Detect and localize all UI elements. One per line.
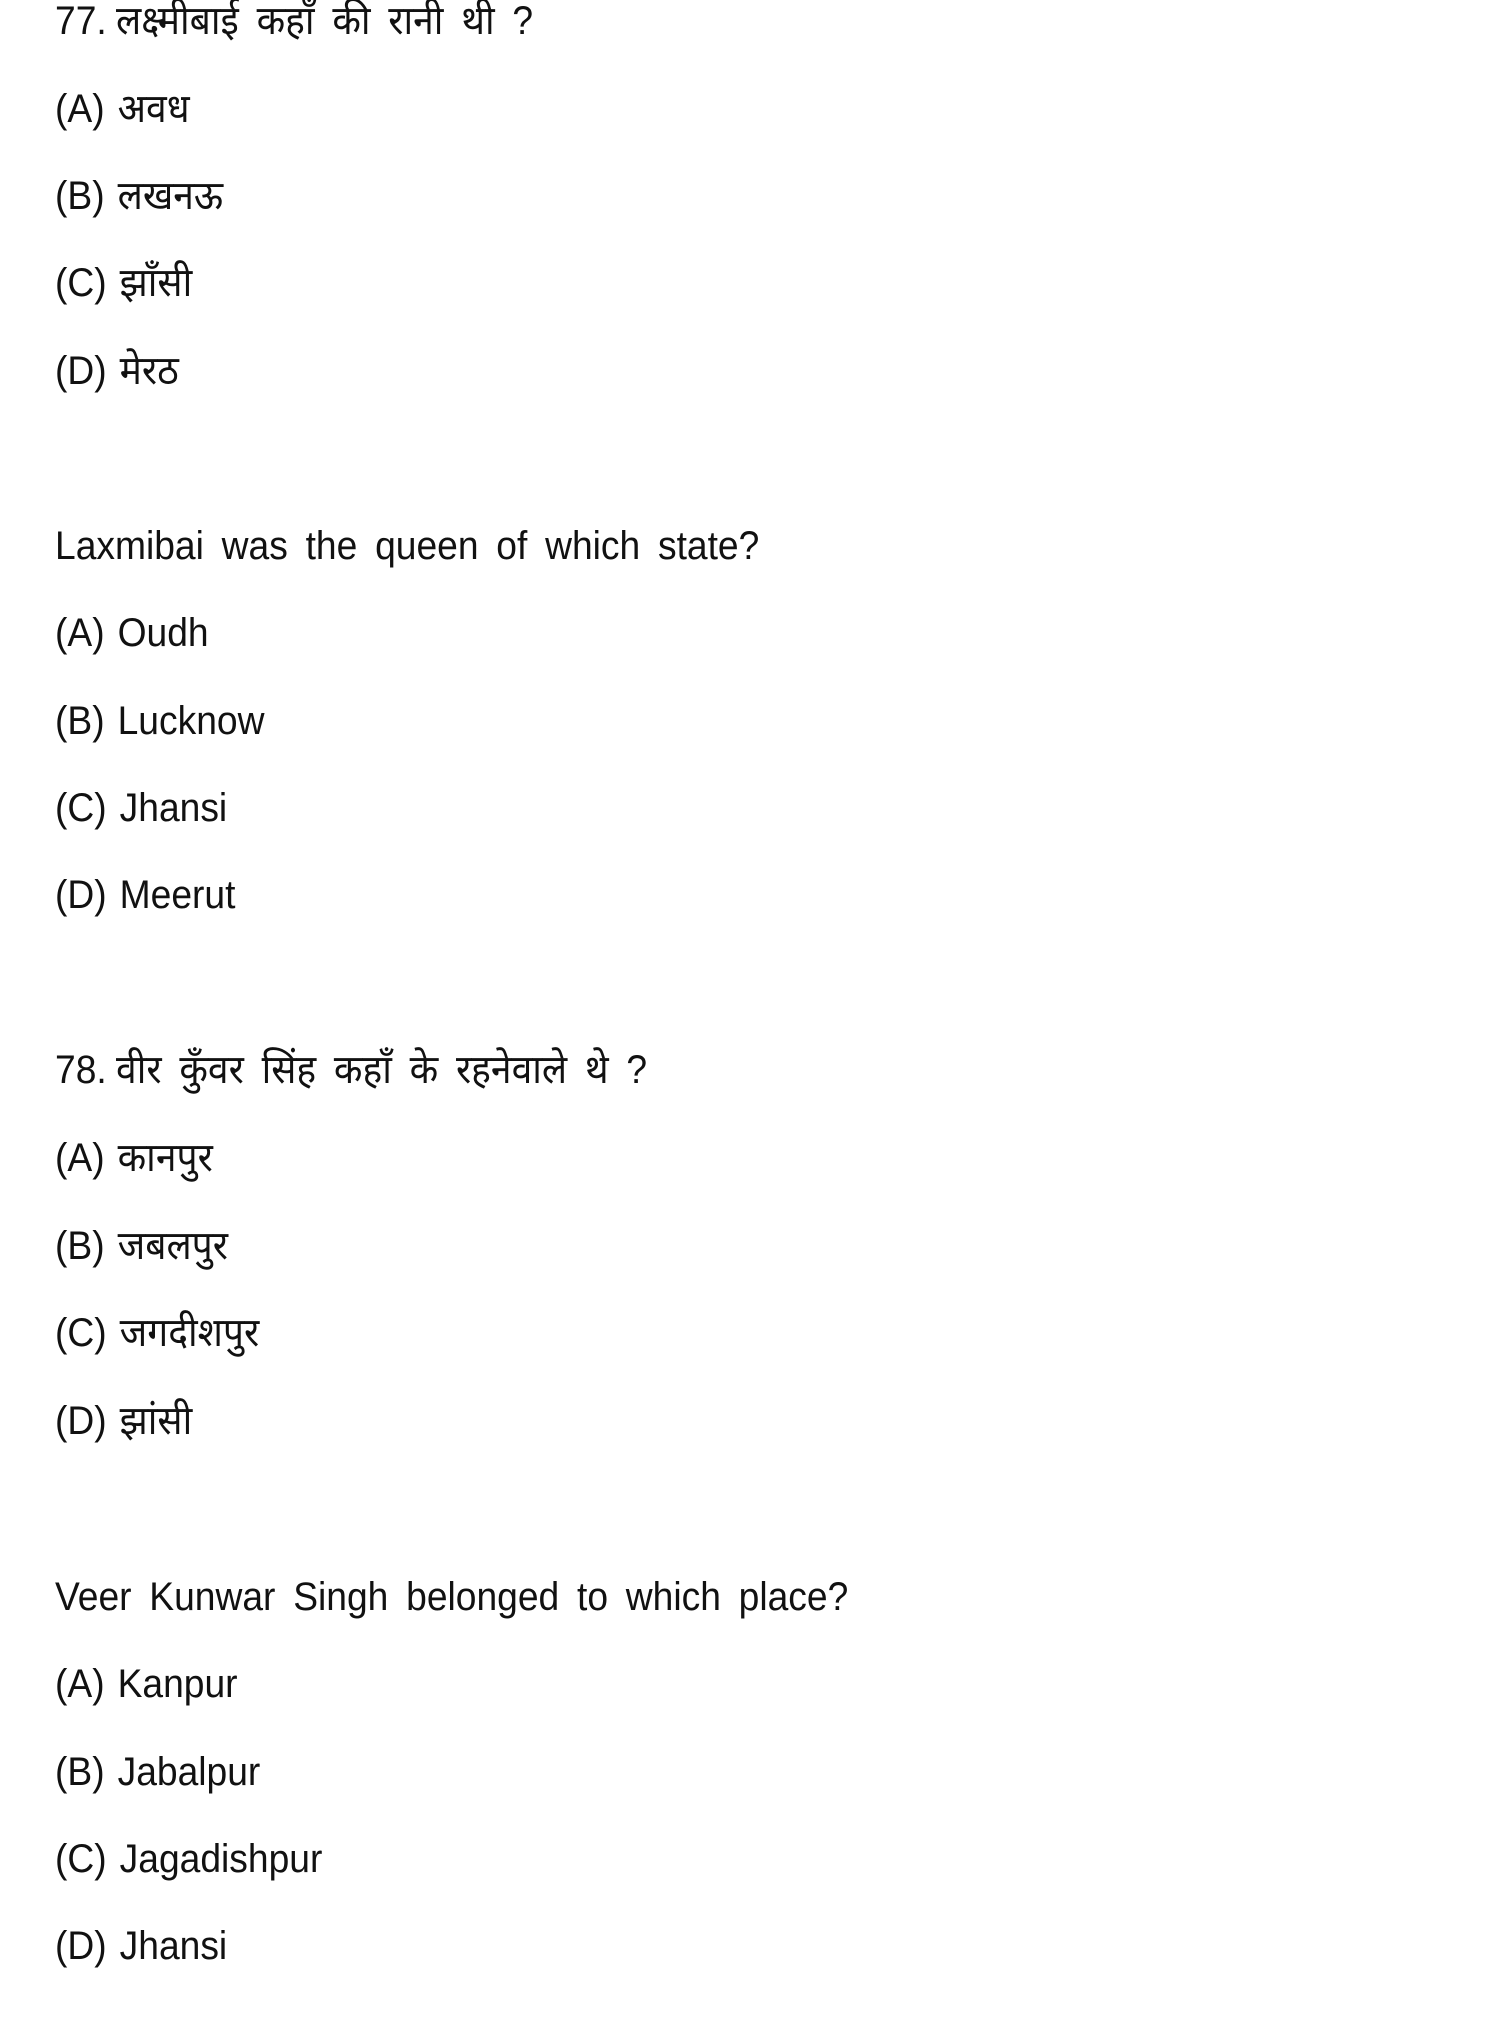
- option-c: [55, 783, 227, 833]
- option-text: Jagadishpur: [119, 1837, 323, 1881]
- option-letter: (C): [55, 1837, 107, 1881]
- option-text: जबलपुर: [117, 1224, 229, 1268]
- option-a: [55, 1659, 238, 1709]
- option-text: Jabalpur: [117, 1750, 261, 1794]
- option-text: अवध: [117, 87, 190, 131]
- option-letter: (A): [55, 611, 105, 655]
- option-b: [55, 1221, 228, 1271]
- option-text: Jhansi: [119, 786, 228, 830]
- option-letter: (B): [55, 1750, 105, 1794]
- question-text: लक्ष्मीबाई कहाँ की रानी थी ?: [116, 0, 534, 43]
- option-letter: (D): [55, 349, 107, 393]
- option-text: झांसी: [119, 1399, 193, 1443]
- question-number: 78.: [55, 1048, 107, 1092]
- option-a: [55, 1133, 213, 1183]
- option-letter: (D): [55, 873, 107, 917]
- option-a: [55, 84, 190, 134]
- option-letter: (A): [55, 1662, 105, 1706]
- option-a: [55, 608, 209, 658]
- question-text: वीर कुँवर सिंह कहाँ के रहनेवाले थे ?: [116, 1048, 648, 1092]
- option-text: कानपुर: [117, 1136, 213, 1180]
- option-text: Jhansi: [119, 1924, 228, 1968]
- option-letter: (D): [55, 1924, 107, 1968]
- option-b: [55, 696, 264, 746]
- option-text: मेरठ: [119, 349, 179, 393]
- option-letter: (A): [55, 87, 105, 131]
- option-d: [55, 1921, 227, 1971]
- option-letter: (B): [55, 1224, 105, 1268]
- option-text: लखनऊ: [117, 174, 224, 218]
- option-d: [55, 346, 179, 396]
- option-letter: (C): [55, 1311, 107, 1355]
- option-text: Kanpur: [117, 1662, 238, 1706]
- option-b: [55, 171, 223, 221]
- option-d: [55, 1396, 192, 1446]
- option-letter: (B): [55, 699, 105, 743]
- option-c: [55, 1308, 259, 1358]
- question-text: Veer Kunwar Singh belonged to which place?: [55, 1575, 849, 1619]
- option-c: [55, 1834, 322, 1884]
- option-text: Lucknow: [117, 699, 265, 743]
- option-letter: (A): [55, 1136, 105, 1180]
- option-letter: (C): [55, 786, 107, 830]
- option-text: झाँसी: [119, 261, 193, 305]
- option-c: [55, 258, 192, 308]
- option-b: [55, 1747, 260, 1797]
- question-78-hindi: [55, 1045, 647, 1095]
- option-letter: (D): [55, 1399, 107, 1443]
- question-number: 77.: [55, 0, 107, 43]
- option-text: जगदीशपुर: [119, 1311, 260, 1355]
- question-77-english: [55, 521, 759, 571]
- question-78-english: [55, 1572, 848, 1622]
- option-letter: (C): [55, 261, 107, 305]
- option-text: Meerut: [119, 873, 236, 917]
- question-text: Laxmibai was the queen of which state?: [55, 524, 760, 568]
- option-letter: (B): [55, 174, 105, 218]
- option-d: [55, 870, 235, 920]
- question-77-hindi: [55, 0, 533, 46]
- option-text: Oudh: [117, 611, 209, 655]
